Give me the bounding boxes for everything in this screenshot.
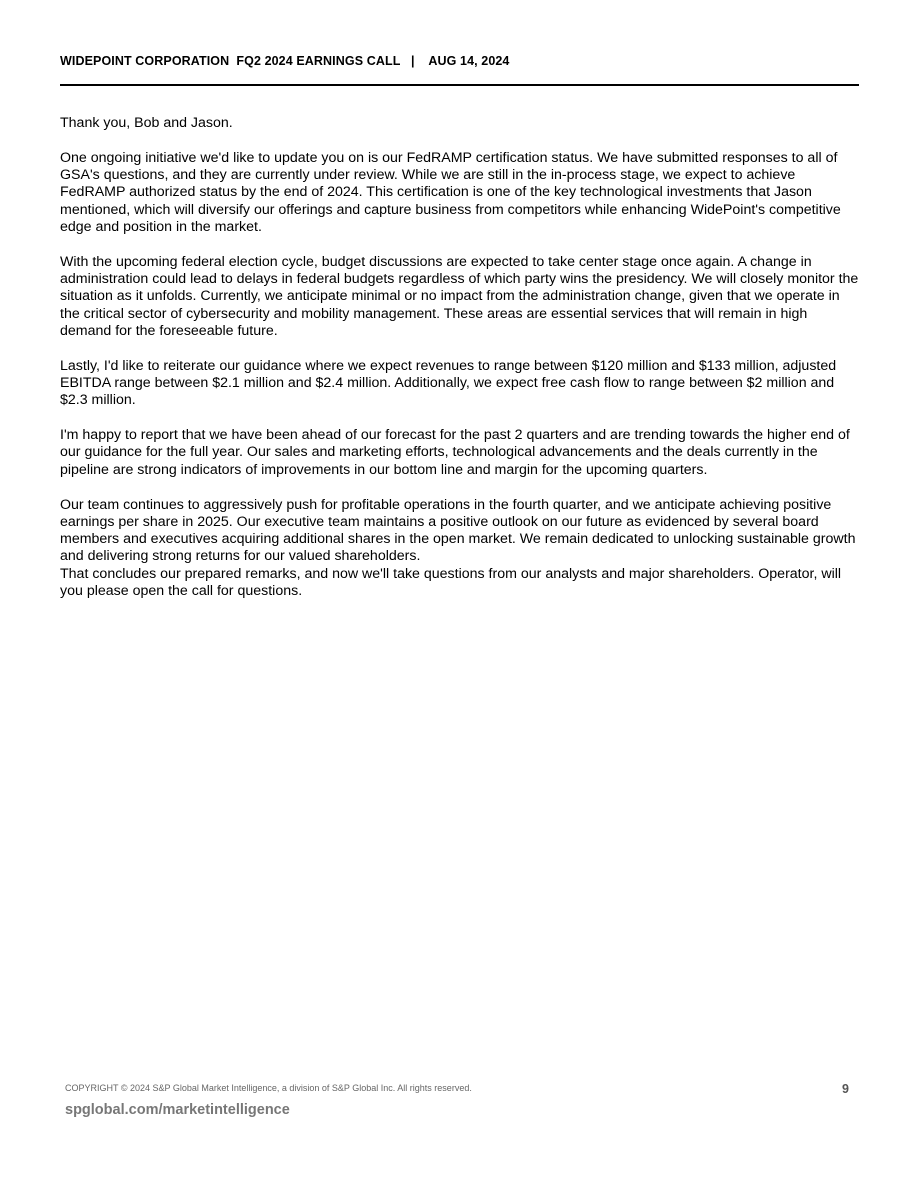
transcript-body [60, 115, 860, 600]
copyright-notice: COPYRIGHT © 2024 S&P Global Market Intelligence, a division of S&P Global Inc. All rights reserved. [65, 1083, 472, 1093]
header-separator: | [410, 54, 415, 68]
paragraph-guidance: Lastly, I'd like to reiterate our guidance where we expect revenues to range between $120 million and $133 million, adjusted EBITDA range between $2.1 million and $2.4 million. Additionally, we expect free cash flow to range between $2 million and $2.3 million. [60, 357, 837, 409]
paragraph-closing: That concludes our prepared remarks, and now we'll take questions from our analysts and major shareholders. Operator, will you please open the call for questions. [60, 565, 842, 600]
paragraph-outlook: Our team continues to aggressively push for profitable operations in the fourth quarter, and we anticipate achieving positive earnings per share in 2025. Our executive team maintains a positive outlook on our future as evidenced by several board members and executives acquiring additional shares in the open market. We remain dedicated to unlocking sustainable growth and delivering strong returns for our valued shareholders. [60, 496, 856, 565]
document-header [60, 54, 509, 68]
paragraph-greeting: Thank you, Bob and Jason. [60, 115, 233, 131]
paragraph-forecast: I'm happy to report that we have been ahead of our forecast for the past 2 quarters and are trending towards the higher end of our guidance for the full year. Our sales and marketing efforts, technological advancements and the deals currently in the pipeline are strong indicators of improvements in our bottom line and margin for the upcoming quarters. [60, 427, 850, 478]
footer-url: spglobal.com/marketintelligence [65, 1102, 290, 1118]
header-divider [60, 84, 859, 86]
header-event: FQ2 2024 EARNINGS CALL [236, 54, 401, 68]
paragraph-fedramp: One ongoing initiative we'd like to update you on is our FedRAMP certification status. We have submitted responses to all of GSA's questions, and they are currently under review. While we are still in the in-process stage, we expect to achieve FedRAMP authorized status by the end of 2024. This certification is one of the key technological investments that Jason mentioned, which will diversify our offerings and capture business from competitors while enhancing WidePoint's competitive edge and position in the market. [60, 149, 841, 235]
page-number: 9 [842, 1082, 849, 1096]
paragraph-election: With the upcoming federal election cycle, budget discussions are expected to take center stage once again. A change in administration could lead to delays in federal budgets regardless of which party wins the presidency. We will closely monitor the situation as it unfolds. Currently, we anticipate minimal or no impact from the administration change, given that we operate in the critical sector of cybersecurity and mobility management. These areas are essential services that will remain in high demand for the foreseeable future. [60, 253, 859, 339]
header-company: WIDEPOINT CORPORATION [60, 54, 230, 68]
header-date: AUG 14, 2024 [428, 54, 510, 68]
